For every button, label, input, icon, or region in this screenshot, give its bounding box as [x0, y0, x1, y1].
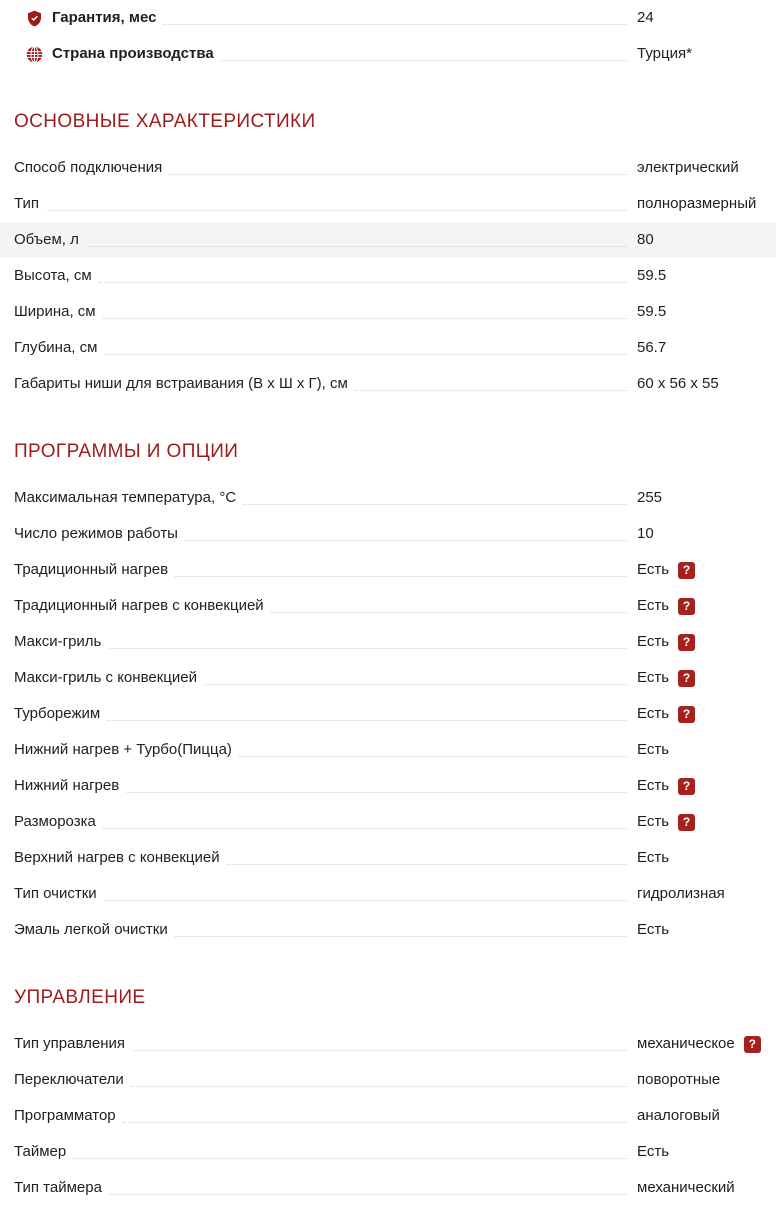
- spec-value: 60 х 56 х 55: [637, 375, 719, 392]
- help-icon[interactable]: ?: [678, 670, 695, 687]
- spec-section: [0, 110, 776, 402]
- help-icon[interactable]: ?: [678, 634, 695, 651]
- spec-row: [0, 480, 776, 516]
- spec-value-cell: [637, 669, 762, 687]
- spec-value: 24: [637, 9, 654, 26]
- spec-value-cell: [637, 489, 762, 507]
- spec-value: Есть: [637, 597, 670, 614]
- globe-icon: [26, 46, 43, 63]
- spec-row: [0, 366, 776, 402]
- spec-row: [0, 516, 776, 552]
- spec-value: механическое: [637, 1035, 735, 1052]
- help-icon[interactable]: ?: [678, 706, 695, 723]
- section-title: УПРАВЛЕНИЕ: [14, 987, 146, 1008]
- spec-value-cell: [637, 375, 762, 393]
- help-icon[interactable]: ?: [678, 814, 695, 831]
- dotted-leader: [355, 390, 627, 391]
- spec-row: [0, 660, 776, 696]
- help-icon[interactable]: ?: [678, 778, 695, 795]
- dotted-leader: [126, 792, 627, 793]
- spec-value: 80: [637, 231, 654, 248]
- spec-row: [0, 1062, 776, 1098]
- spec-label: Таймер: [14, 1143, 67, 1160]
- spec-row: [0, 330, 776, 366]
- spec-label: Число режимов работы: [14, 525, 178, 542]
- spec-value: Есть: [637, 561, 670, 578]
- spec-row: [0, 732, 776, 768]
- spec-value: 59.5: [637, 267, 667, 284]
- spec-value-cell: [637, 1071, 762, 1089]
- dotted-leader: [175, 936, 627, 937]
- spec-value: механический: [637, 1179, 735, 1196]
- spec-row: [0, 258, 776, 294]
- spec-label: Эмаль легкой очистки: [14, 921, 168, 938]
- featured-spec-rows: [0, 0, 776, 72]
- spec-value: электрический: [637, 159, 739, 176]
- dotted-leader: [109, 1194, 627, 1195]
- spec-label: Объем, л: [14, 231, 79, 248]
- spec-value: Есть: [637, 741, 670, 758]
- dotted-leader: [185, 540, 627, 541]
- spec-row: [0, 0, 776, 36]
- spec-value-cell: [637, 849, 762, 867]
- spec-row: [0, 768, 776, 804]
- section-rows: [0, 480, 776, 948]
- spec-value-cell: [637, 1035, 762, 1053]
- spec-label: Тип очистки: [14, 885, 97, 902]
- spec-row: [0, 150, 776, 186]
- help-icon[interactable]: ?: [678, 562, 695, 579]
- spec-row: [0, 624, 776, 660]
- spec-label: Тип: [14, 195, 40, 212]
- dotted-leader: [99, 282, 627, 283]
- spec-row: [0, 840, 776, 876]
- spec-label: Высота, см: [14, 267, 92, 284]
- spec-value: 255: [637, 489, 663, 506]
- spec-row: [0, 588, 776, 624]
- spec-value: Есть: [637, 1143, 670, 1160]
- spec-label: Программатор: [14, 1107, 116, 1124]
- spec-value-cell: [637, 1179, 762, 1197]
- spec-row: [0, 1026, 776, 1062]
- dotted-leader: [163, 24, 627, 25]
- spec-row: [0, 804, 776, 840]
- spec-value-cell: [637, 597, 762, 615]
- dotted-leader: [46, 210, 627, 211]
- spec-value-cell: [637, 885, 762, 903]
- spec-value: Есть: [637, 633, 670, 650]
- spec-value-cell: [637, 525, 762, 543]
- spec-label: Глубина, см: [14, 339, 98, 356]
- dotted-leader: [132, 1050, 627, 1051]
- spec-label: Традиционный нагрев: [14, 561, 169, 578]
- dotted-leader: [107, 720, 627, 721]
- spec-label: Способ подключения: [14, 159, 163, 176]
- spec-value-cell: [637, 741, 762, 759]
- help-icon[interactable]: ?: [678, 598, 695, 615]
- spec-value-cell: [637, 45, 762, 63]
- spec-label: Гарантия, мес: [52, 9, 157, 26]
- spec-label: Разморозка: [14, 813, 96, 830]
- spec-value: 59.5: [637, 303, 667, 320]
- spec-section: [0, 440, 776, 948]
- spec-value-cell: [637, 231, 762, 249]
- spec-section: [0, 986, 776, 1206]
- dotted-leader: [104, 900, 627, 901]
- help-icon[interactable]: ?: [744, 1036, 761, 1053]
- section-rows: [0, 150, 776, 402]
- spec-value: Турция*: [637, 45, 692, 62]
- spec-value: полноразмерный: [637, 195, 757, 212]
- dotted-leader: [169, 174, 627, 175]
- spec-sections: [0, 110, 776, 1206]
- spec-row: [0, 696, 776, 732]
- dotted-leader: [175, 576, 627, 577]
- spec-value-cell: [637, 921, 762, 939]
- spec-value-cell: [637, 195, 762, 213]
- spec-value-cell: [637, 561, 762, 579]
- spec-value: Есть: [637, 813, 670, 830]
- section-title: ПРОГРАММЫ И ОПЦИИ: [14, 441, 239, 462]
- spec-row: [0, 222, 776, 258]
- spec-value: поворотные: [637, 1071, 721, 1088]
- dotted-leader: [243, 504, 627, 505]
- spec-label: Габариты ниши для встраивания (В х Ш х Г), см: [14, 375, 348, 392]
- spec-value-cell: [637, 339, 762, 357]
- dotted-leader: [103, 828, 627, 829]
- spec-value-cell: [637, 1143, 762, 1161]
- spec-label: Максимальная температура, °С: [14, 489, 237, 506]
- spec-row: [0, 294, 776, 330]
- dotted-leader: [73, 1158, 627, 1159]
- section-title: ОСНОВНЫЕ ХАРАКТЕРИСТИКИ: [14, 111, 316, 132]
- spec-value-cell: [637, 633, 762, 651]
- shield-check-icon: [26, 10, 43, 27]
- dotted-leader: [103, 318, 627, 319]
- spec-value: аналоговый: [637, 1107, 720, 1124]
- spec-value-cell: [637, 813, 762, 831]
- spec-row: [0, 1170, 776, 1206]
- spec-label: Традиционный нагрев с конвекцией: [14, 597, 264, 614]
- spec-value-cell: [637, 1107, 762, 1125]
- dotted-leader: [239, 756, 627, 757]
- dotted-leader: [104, 354, 627, 355]
- spec-label: Страна производства: [52, 45, 214, 62]
- spec-row: [0, 36, 776, 72]
- dotted-leader: [131, 1086, 627, 1087]
- dotted-leader: [204, 684, 627, 685]
- spec-row: [0, 876, 776, 912]
- spec-label: Нижний нагрев + Турбо(Пицца): [14, 741, 232, 758]
- spec-value: Есть: [637, 669, 670, 686]
- spec-label: Макси-гриль с конвекцией: [14, 669, 197, 686]
- dotted-leader: [227, 864, 627, 865]
- spec-label: Макси-гриль: [14, 633, 102, 650]
- dotted-leader: [271, 612, 627, 613]
- dotted-leader: [108, 648, 627, 649]
- spec-value-cell: [637, 9, 762, 27]
- spec-value: Есть: [637, 921, 670, 938]
- spec-label: Нижний нагрев: [14, 777, 120, 794]
- spec-value-cell: [637, 159, 762, 177]
- spec-row: [0, 912, 776, 948]
- spec-value-cell: [637, 705, 762, 723]
- spec-label: Тип управления: [14, 1035, 125, 1052]
- spec-value: Есть: [637, 849, 670, 866]
- dotted-leader: [86, 246, 627, 247]
- dotted-leader: [123, 1122, 627, 1123]
- spec-value-cell: [637, 267, 762, 285]
- spec-row: [0, 186, 776, 222]
- spec-value: 56.7: [637, 339, 667, 356]
- spec-label: Тип таймера: [14, 1179, 102, 1196]
- spec-row: [0, 552, 776, 588]
- spec-row: [0, 1098, 776, 1134]
- spec-row: [0, 1134, 776, 1170]
- spec-label: Ширина, см: [14, 303, 96, 320]
- spec-value: Есть: [637, 705, 670, 722]
- section-rows: [0, 1026, 776, 1206]
- spec-label: Верхний нагрев с конвекцией: [14, 849, 220, 866]
- spec-label: Турборежим: [14, 705, 101, 722]
- spec-value-cell: [637, 777, 762, 795]
- spec-label: Переключатели: [14, 1071, 124, 1088]
- spec-value: 10: [637, 525, 654, 542]
- spec-value-cell: [637, 303, 762, 321]
- spec-value: гидролизная: [637, 885, 725, 902]
- dotted-leader: [221, 60, 627, 61]
- spec-value: Есть: [637, 777, 670, 794]
